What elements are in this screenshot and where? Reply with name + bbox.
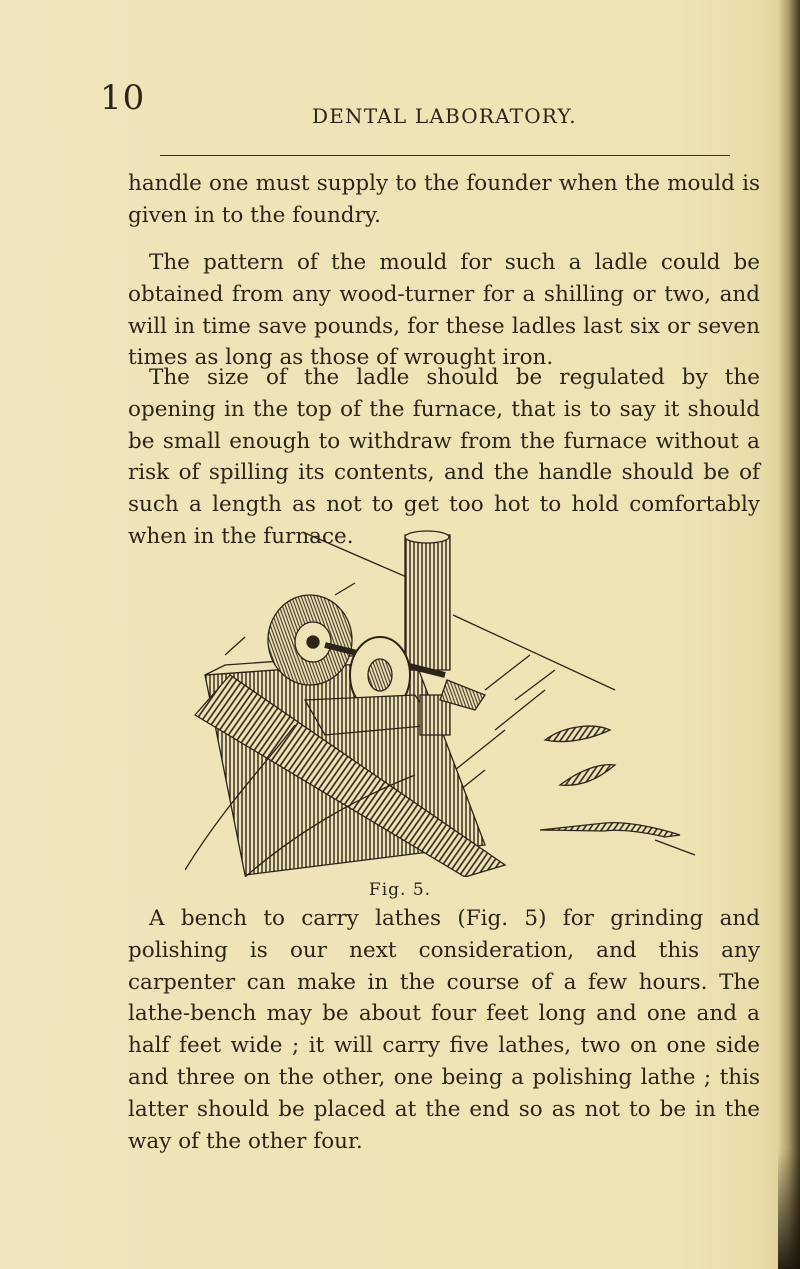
paragraph-2: The pattern of the mould for such a ladle could be obtained from any wood-turner for a shilling or two, and will in time save pounds, for these ladles last six or seven times as long as those of wrought iron. — [128, 250, 760, 371]
figure-caption: Fig. 5. — [368, 880, 432, 900]
lathe-bench-illustration — [185, 525, 715, 877]
running-title: DENTAL LABORATORY. — [312, 104, 577, 128]
paragraph-4: A bench to carry lathes (Fig. 5) for grinding and polishing is our next consideration, and this any carpenter can make in the course of a few hours. The lathe-bench may be about four feet long and one and a half feet wide ; it will carry five lathes, two on one side and three on the other, one being a polishing lathe ; this latter should be placed at the end so as not to be in the way of the other four. — [128, 906, 760, 1154]
page-edge-shadow — [778, 0, 800, 1269]
paragraph-1: handle one must supply to the founder when the mould is given in to the foundry. — [128, 171, 760, 228]
header-rule — [160, 155, 730, 156]
page-number: 10 — [100, 78, 146, 118]
page-edge-shadow-bottom — [778, 1149, 800, 1269]
paragraph-3: The size of the ladle should be regulated by the opening in the top of the furnace, that is to say it should be small enough to withdraw from the furnace without a risk of spilling its contents, and the handle should be of such a length as not to get too hot to hold comfortably when in the furnace. — [128, 365, 760, 549]
